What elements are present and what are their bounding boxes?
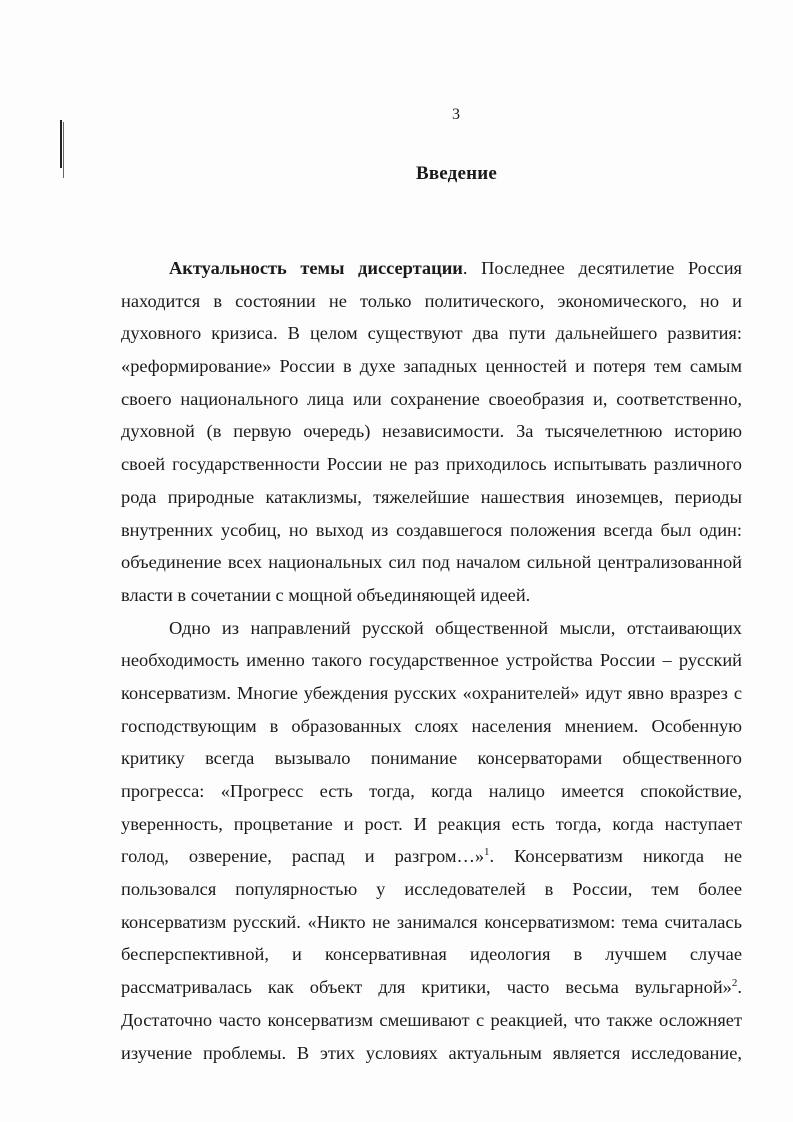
text-line: власти в сочетании с мощной объединяющей идеей.: [121, 584, 531, 605]
text-line: Актуальность темы диссертации. Последнее десятилетие Россия: [169, 258, 742, 278]
text-line: пользовался популярностью у исследователей в России, тем более: [121, 879, 742, 900]
text-line: критику всегда вызывало понимание консерваторами общественного: [121, 748, 742, 769]
text-line: господствующим в образованных слоях населения мнением. Особенную: [121, 715, 742, 736]
body-text: [121, 252, 742, 1069]
section-title: Введение: [415, 163, 498, 184]
text-line: своего национального лица или сохранение своеобразия и, соответственно,: [121, 388, 742, 409]
text-line: изучение проблемы. В этих условиях актуальным является исследование,: [121, 1042, 742, 1063]
text-line: находится в состоянии не только политического, экономического, но и: [121, 290, 742, 311]
bold-lead: Актуальность темы диссертации: [169, 258, 463, 278]
text-line: консерватизм. Многие убеждения русских «охранителей» идут явно вразрез с: [121, 682, 742, 703]
text-line: духовного кризиса. В целом существуют два пути дальнейшего развития:: [121, 323, 742, 344]
text-line: внутренних усобиц, но выход из создавшегося положения всегда был один:: [121, 519, 742, 540]
text-line: Одно из направлений русской общественной мысли, отстаивающих: [169, 617, 742, 638]
text-line: необходимость именно такого государственное устройства России – русский: [121, 650, 742, 671]
text-line: рода природные катаклизмы, тяжелейшие нашествия иноземцев, периоды: [121, 486, 742, 507]
text-line: объединение всех национальных сил под началом сильной централизованной: [121, 552, 742, 573]
text-line: «реформирование» России в духе западных ценностей и потеря тем самым: [121, 356, 742, 377]
text-line: бесперспективной, и консервативная идеология в лучшем случае: [121, 944, 742, 965]
footnote-ref[interactable]: 1: [484, 846, 490, 859]
footnote-ref[interactable]: 2: [731, 977, 738, 989]
text-line: своей государственности России не раз приходилось испытывать различного: [121, 454, 742, 475]
text-line: рассматривалась как объект для критики, часто весьма вульгарной»$^2$.: [121, 977, 742, 998]
text-line: Достаточно часто консерватизм смешивают с реакцией, что также осложняет: [121, 1009, 742, 1030]
scan-mark: [60, 120, 62, 168]
text-line: уверенность, процветание и рост. И реакция есть тогда, когда наступает: [121, 813, 742, 834]
page-number: 3: [452, 106, 460, 123]
text-line: голод, озверение, распад и разгром…»$^1$. Консерватизм никогда не: [121, 846, 742, 867]
text-line: духовной (в первую очередь) независимости. За тысячелетнюю историю: [121, 421, 742, 442]
text-line: прогресса: «Прогресс есть тогда, когда налицо имеется спокойствие,: [121, 781, 742, 801]
text-line: консерватизм русский. «Никто не занимался консерватизмом: тема считалась: [121, 911, 742, 932]
